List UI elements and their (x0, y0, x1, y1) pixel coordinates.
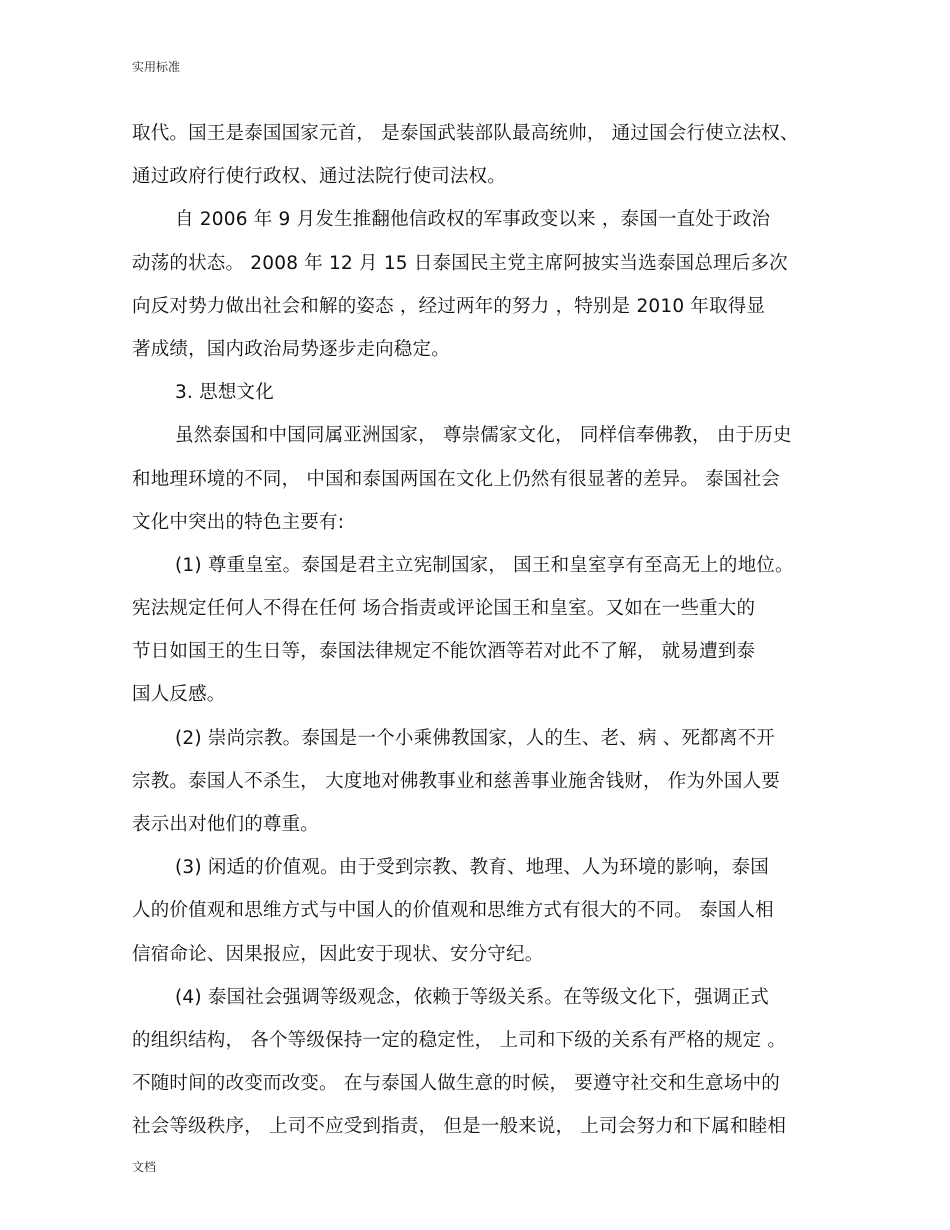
text-line: 向反对势力做出社会和解的姿态 ，经过两年的努力 ，特别是 2010 年取得显 (132, 295, 766, 317)
text-line: (2) 崇尚宗教。泰国是一个小乘佛教国家，人的生、老、病 、死都离不开 (175, 727, 775, 749)
text-line: 表示出对他们的尊重。 (132, 814, 320, 835)
text-line: 著成绩，国内政治局势逐步走向稳定。 (132, 338, 450, 360)
text-line: 宪法规定任何人不得在任何 场合指责或评论国王和皇室。又如在一些重大的 (132, 598, 756, 620)
text-line: 信宿命论、因果报应，因此安于现状、安分守纪。 (132, 943, 544, 965)
text-line: 取代。国王是泰国国家元首， 是泰国武装部队最高统帅， 通过国会行使立法权、 (132, 123, 799, 144)
page-footer: 文档 (132, 1160, 157, 1174)
text-line: 社会等级秩序， 上司不应受到指责， 但是一般来说， 上司会努力和下属和睦相 (132, 1116, 787, 1138)
text-line: 不随时间的改变而改变。 在与泰国人做生意的时候， 要遵守社交和生意场中的 (132, 1073, 780, 1095)
text-line: 的组织结构， 各个等级保持一定的稳定性， 上司和下级的关系有严格的规定 。 (132, 1029, 787, 1051)
text-line: 自 2006 年 9 月发生推翻他信政权的军事政变以来 ，泰国一直处于政治 (175, 209, 771, 231)
text-line: 虽然泰国和中国同属亚洲国家， 尊崇儒家文化， 同样信奉佛教， 由于历史 (175, 425, 792, 447)
text-line: 通过政府行使行政权、通过法院行使司法权。 (132, 166, 507, 188)
text-line: (1) 尊重皇室。泰国是君主立宪制国家， 国王和皇室享有至高无上的地位。 (175, 554, 794, 576)
text-line: 和地理环境的不同， 中国和泰国两国在文化上仍然有很显著的差异。 泰国社会 (132, 468, 780, 490)
text-line: 宗教。泰国人不杀生， 大度地对佛教事业和慈善事业施舍钱财， 作为外国人要 (132, 770, 780, 792)
page-header: 实用标准 (132, 60, 181, 74)
text-line: 国人反感。 (132, 684, 226, 706)
text-line: 节日如国王的生日等，泰国法律规定不能饮酒等若对此不了解， 就易遭到泰 (132, 641, 756, 663)
text-line: (4) 泰国社会强调等级观念，依赖于等级关系。在等级文化下，强调正式 (175, 986, 769, 1008)
document-body (132, 112, 858, 1149)
text-line: (3) 闲适的价值观。由于受到宗教、教育、地理、人为环境的影响，泰国 (175, 857, 769, 879)
text-line: 动荡的状态。 2008 年 12 月 15 日泰国民主党主席阿披实当选泰国总理后多次 (132, 252, 788, 274)
text-line: 人的价值观和思维方式与中国人的价值观和思维方式有很大的不同。 泰国人相 (132, 900, 774, 922)
text-line: 文化中突出的特色主要有: (132, 511, 345, 533)
text-line: 3. 思想文化 (175, 382, 274, 404)
